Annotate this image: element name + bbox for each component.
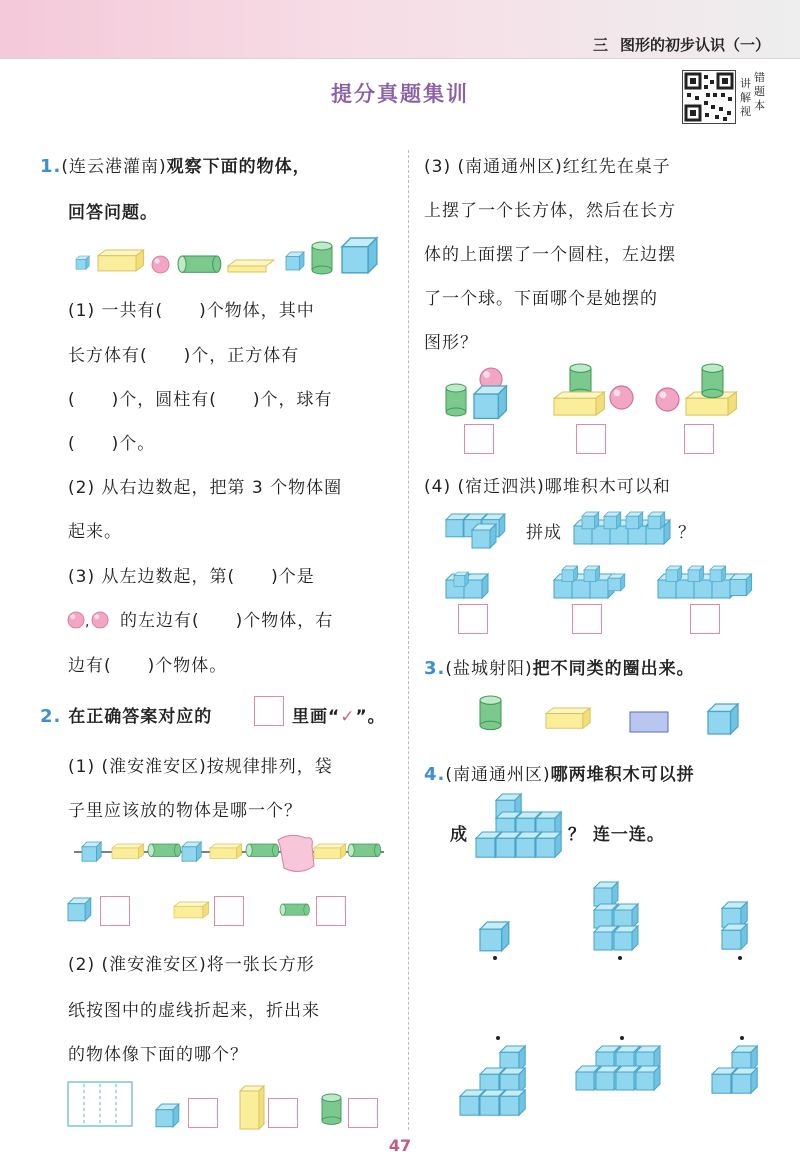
q1-3-line4: 了一个球。下面哪个是她摆的	[424, 289, 658, 309]
q4-bottom-piece-3	[712, 1046, 766, 1092]
q1-part3-line1: (3) 从左边数起，第( )个是	[68, 567, 315, 587]
qr-code-icon[interactable]	[682, 70, 736, 124]
svg-text:,: ,	[85, 614, 90, 630]
page-number: 47	[388, 1136, 412, 1155]
q4-dot-bottom-3[interactable]	[740, 1036, 744, 1040]
q1-3-line5: 图形？	[424, 333, 478, 353]
q2-2-opt-cube	[156, 1104, 186, 1134]
q1-4-option-b	[554, 566, 630, 598]
column-divider	[408, 150, 409, 1130]
q4-bottom-piece-2	[576, 1046, 672, 1092]
q2-2-answer-box-3[interactable]	[348, 1098, 378, 1128]
folded-paper-diagram	[68, 1082, 134, 1128]
q1-part1-line3: ( )个，圆柱有( )个，球有	[68, 390, 333, 410]
q1-part1-line2: 长方体有( )个，正方体有	[68, 346, 300, 366]
q1-3-line3: 体的上面摆了一个圆柱，左边摆	[424, 245, 676, 265]
q1-part2-line1: (2) 从右边数起，把第 3 个物体圈	[68, 478, 343, 498]
q2-opt-cuboid	[174, 902, 218, 932]
q3-cylinder	[480, 696, 504, 732]
q4-stem-3: ？ 连一连。	[568, 825, 665, 845]
q1-4-answer-box-c[interactable]	[690, 604, 720, 634]
q4-stem: 4.(南通通州区)哪两堆积木可以拼	[424, 764, 695, 785]
q2-1-answer-box-2[interactable]	[214, 896, 244, 926]
q2-stem: 2. 在正确答案对应的	[40, 706, 213, 727]
q1-3-line2: 上摆了一个长方体，然后在长方	[424, 201, 676, 221]
ball-pair-icon	[68, 610, 114, 630]
qr-side-label: 错 题 本 讲 解 视	[740, 71, 765, 118]
q4-top-piece-3	[722, 902, 756, 950]
q4-dot-bottom-2[interactable]	[620, 1036, 624, 1040]
q3-cube	[708, 704, 742, 736]
q4-dot-top-1[interactable]	[493, 956, 497, 960]
q2-1-answer-box-1[interactable]	[100, 896, 130, 926]
q4-dot-top-2[interactable]	[618, 956, 622, 960]
q1-4-given-blocks	[446, 514, 522, 550]
q1-4-pin-label: 拼成	[526, 523, 562, 543]
q1-3-option-a	[446, 368, 516, 420]
q2-2-answer-box-2[interactable]	[268, 1098, 298, 1128]
q4-target-stack	[476, 794, 572, 866]
q2-2-opt-tall-cuboid	[240, 1086, 270, 1132]
q4-bottom-piece-1	[460, 1046, 536, 1114]
q4-stem-2: 成	[450, 825, 468, 845]
q1-part1-line4: ( )个。	[68, 434, 156, 454]
q1-4-answer-box-a[interactable]	[458, 604, 488, 634]
q4-dot-top-3[interactable]	[738, 956, 742, 960]
q1-part3-line3: 边有( )个物体。	[68, 656, 228, 676]
q4-top-piece-2	[594, 882, 644, 950]
q1-stem: 1.(连云港灌南)观察下面的物体，	[40, 156, 311, 177]
q1-part2-line2: 起来。	[68, 522, 122, 542]
q1-4-question-mark: ？	[678, 523, 696, 543]
q1-stem-2: 回答问题。	[68, 203, 158, 223]
q4-dot-bottom-1[interactable]	[496, 1036, 500, 1040]
q2-part2-line2: 纸按图中的虚线折起来，折出来	[68, 1001, 320, 1021]
q1-4-option-a	[446, 572, 502, 602]
q1-3-option-c	[656, 364, 746, 420]
q1-objects-row	[74, 238, 404, 278]
q2-part1-line1: (1) (淮安淮安区)按规律排列，袋	[68, 757, 333, 777]
q1-3-answer-box-b[interactable]	[576, 424, 606, 454]
q2-2-answer-box-1[interactable]	[188, 1098, 218, 1128]
q1-4-option-c	[658, 566, 754, 598]
q2-part1-line2: 子里应该放的物体是哪一个？	[68, 801, 302, 821]
q3-cuboid	[546, 708, 594, 734]
q1-part3-line2: 的左边有( )个物体，右	[120, 611, 334, 631]
q2-opt-cube	[68, 898, 98, 928]
q1-3-option-b	[554, 364, 644, 420]
q1-3-answer-box-a[interactable]	[464, 424, 494, 454]
q2-part2-line3: 的物体像下面的哪个？	[68, 1045, 248, 1065]
q2-2-opt-cylinder	[322, 1094, 344, 1130]
q2-part2-line1: (2) (淮安淮安区)将一张长方形	[68, 955, 315, 975]
q4-top-piece-1	[480, 922, 514, 952]
q2-1-answer-box-3[interactable]	[316, 896, 346, 926]
q2-stem-2: 里画“✓”。	[292, 707, 386, 727]
q1-4-answer-box-b[interactable]	[572, 604, 602, 634]
q2-pattern-string	[74, 832, 394, 876]
chapter-label: 三 图形的初步认识（一）	[592, 36, 770, 54]
q1-4-target-blocks	[574, 512, 684, 548]
q1-4-line1: (4) (宿迁泗洪)哪堆积木可以和	[424, 477, 671, 497]
q3-stem: 3.(盐城射阳)把不同类的圈出来。	[424, 658, 695, 679]
q1-3-answer-box-c[interactable]	[684, 424, 714, 454]
answer-box-sample	[254, 696, 284, 726]
page-title: 提分真题集训	[331, 82, 469, 106]
q3-flat-cuboid	[630, 712, 674, 736]
q1-part1-line1: (1) 一共有( )个物体，其中	[68, 301, 315, 321]
q1-3-line1: (3) (南通通州区)红红先在桌子	[424, 157, 671, 177]
